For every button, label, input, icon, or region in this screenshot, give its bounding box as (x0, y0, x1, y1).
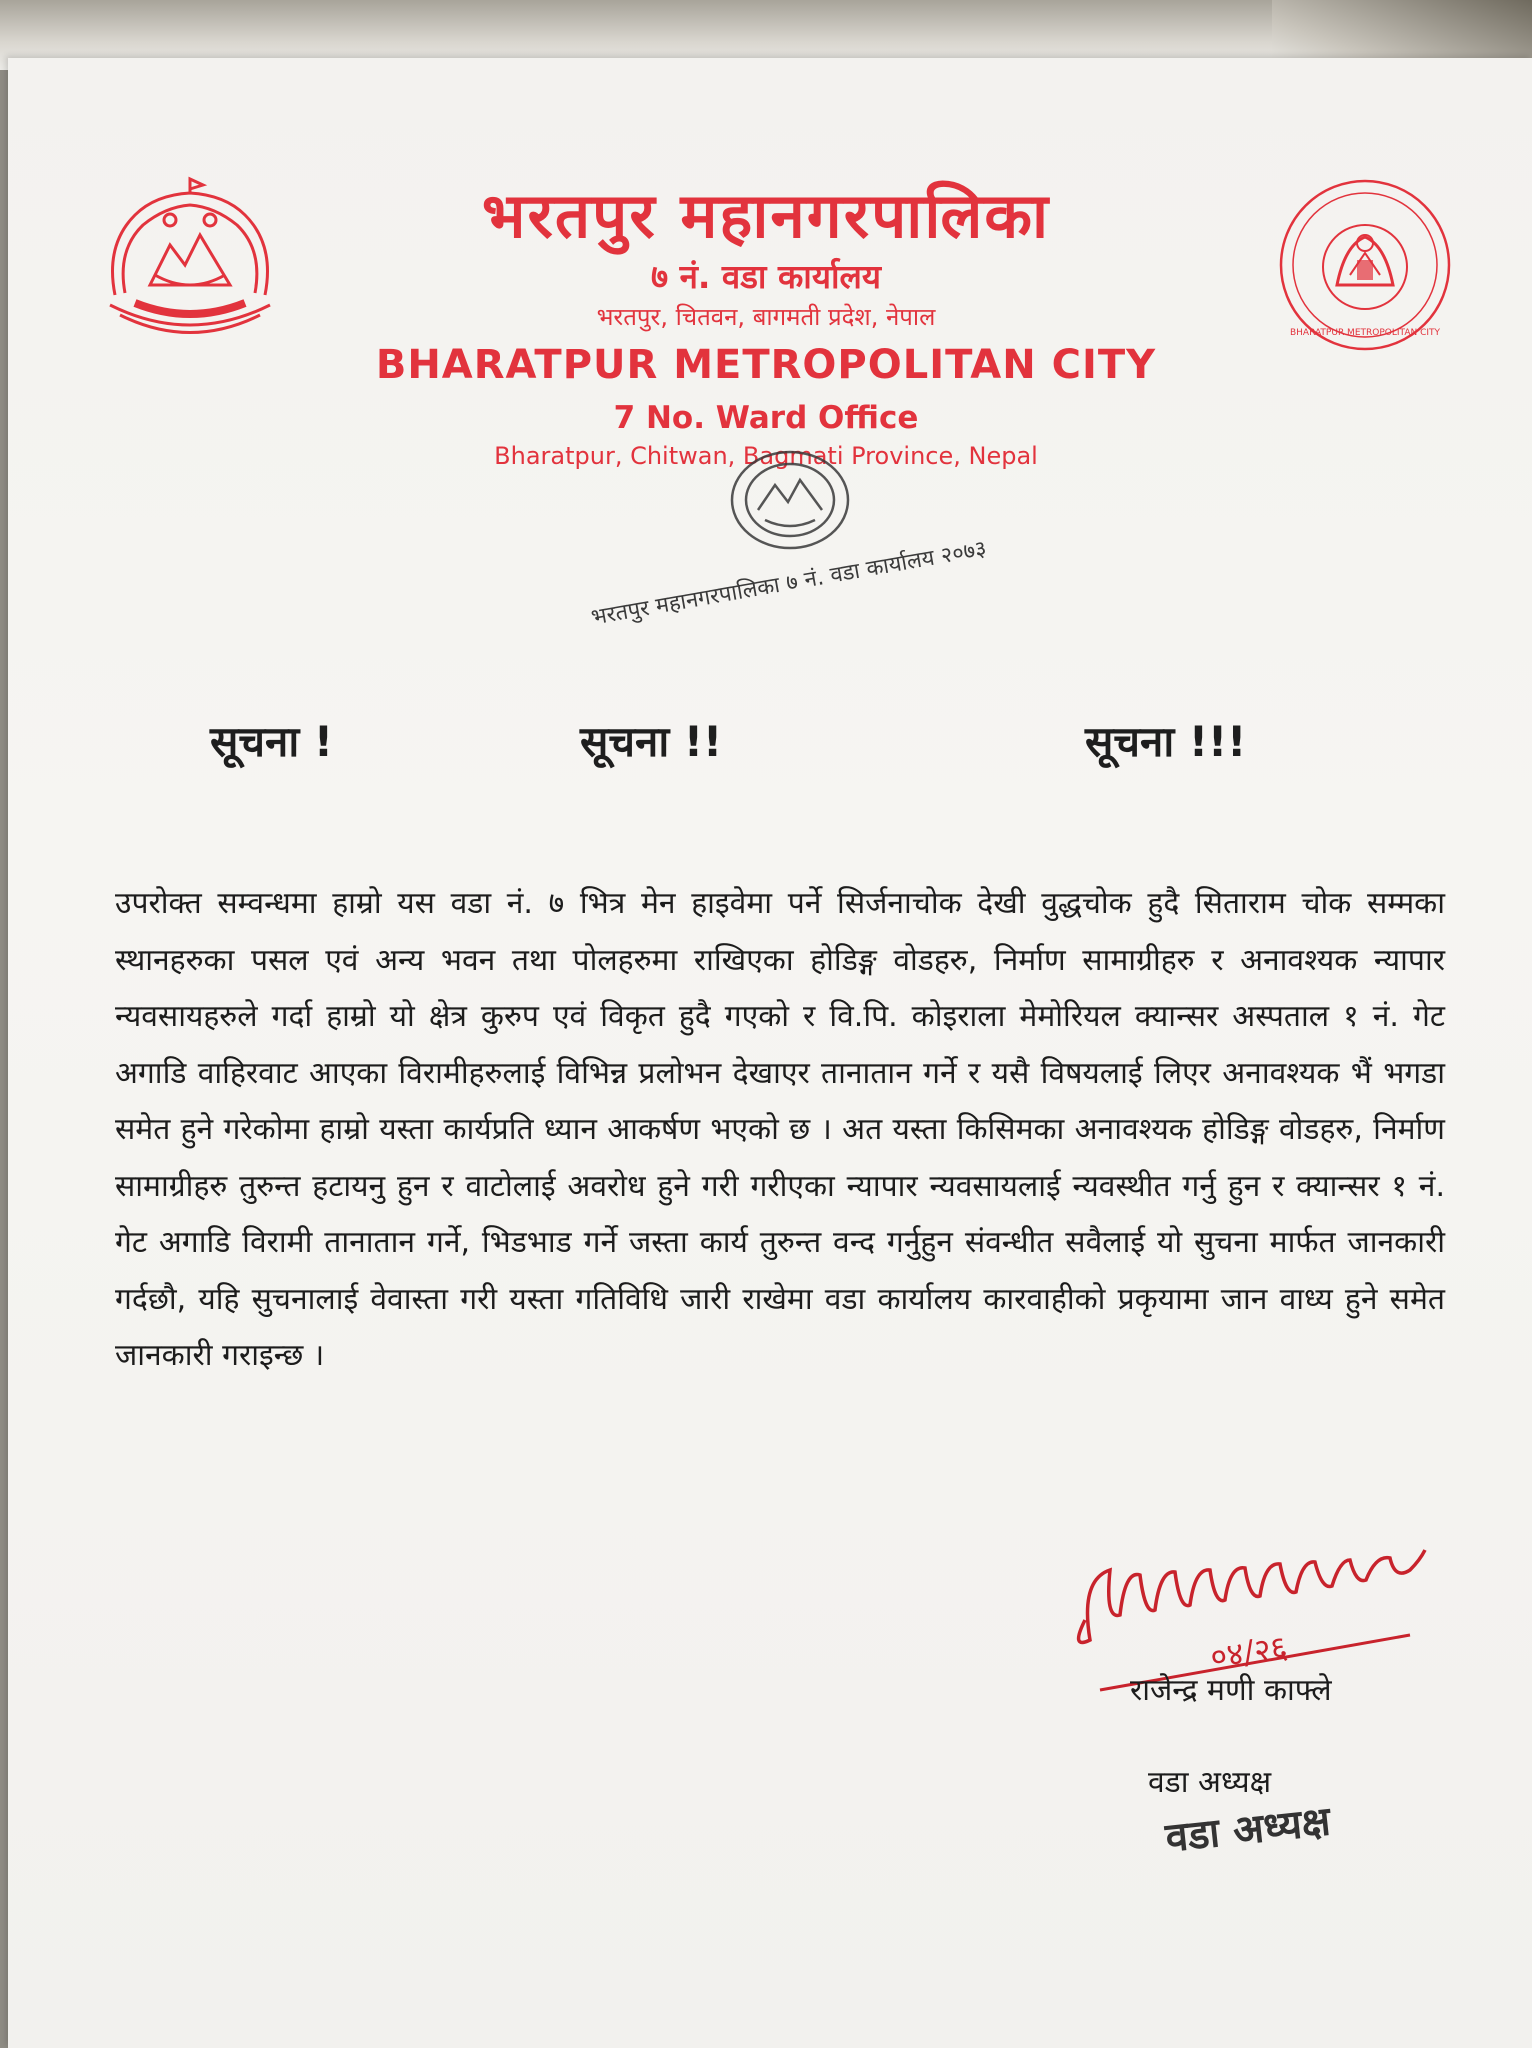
notice-heading-3: सूचना !!! (1085, 717, 1247, 766)
notice-heading-2: सूचना !! (580, 717, 723, 766)
letterhead-np-ward: ७ नं. वडा कार्यालय (650, 257, 882, 296)
seal-text: भरतपुर महानगरपालिका ७ नं. वडा कार्यालय २०७३ (589, 536, 989, 631)
letterhead-en-address: Bharatpur, Chitwan, Bagmati Province, Nepal (494, 442, 1038, 470)
letterhead-np-address: भरतपुर, चितवन, बागमती प्रदेश, नेपाल (596, 303, 936, 331)
letterhead-en-ward: 7 No. Ward Office (613, 400, 919, 436)
signer-name: राजेन्द्र मणी काफ्ले (1130, 1673, 1332, 1708)
signer-title: वडा अध्यक्ष (1148, 1765, 1272, 1800)
notice-heading-1: सूचना ! (210, 717, 334, 766)
letterhead-en-title: BHARATPUR METROPOLITAN CITY (375, 342, 1157, 388)
right-logo-text: BHARATPUR METROPOLITAN CITY (1289, 328, 1441, 338)
letterhead-np-title: भरतपुर महानगरपालिका (481, 179, 1051, 252)
signature-date: ०४/२६ (1207, 1627, 1290, 1677)
title-stamp: वडा अध्यक्ष (1163, 1798, 1333, 1862)
notice-body: उपरोक्त सम्वन्धमा हाम्रो यस वडा नं. ७ भित्र मेन हाइवेमा पर्ने सिर्जनाचोक देखी वुद्धचोक हुदै सिताराम चोक सम्मका स्थानहरुका पसल एवं अन्य भवन तथा पोलहरुमा राखिएका होडिङ्ग वोडहरु, निर्माण सामाग्रीहरु र अनावश्यक न्यापार न्यवसायहरुले गर्दा हाम्रो यो क्षेत्र कुरुप एवं विकृत हुदै गएको र वि.पि. कोइराला मेमोरियल क्यान्सर अस्पताल १ नं. गेट अगाडि वाहिरवाट आएका विरामीहरुलाई विभिन्न प्रलोभन देखाएर तानातान गर्ने र यसै विषयलाई लिएर अनावश्यक भैं भगडा समेत हुने गरेकोमा हाम्रो यस्ता कार्यप्रति ध्यान आकर्षण भएको छ । अत यस्ता किसिमका अनावश्यक होडिङ्ग वोडहरु, निर्माण सामाग्रीहरु तुरुन्त हटायनु हुन र वाटोलाई अवरोध हुने गरी गरीएका न्यापार न्यवसायलाई न्यवस्थीत गर्नु हुन र क्यान्सर १ नं. गेट अगाडि विरामी तानातान गर्ने, भिडभाड गर्ने जस्ता कार्य तुरुन्त वन्द गर्नुहुन संवन्धीत सवैलाई यो सुचना मार्फत जानकारी गर्दछौ, यहि सुचनालाई वेवास्ता गरी यस्ता गतिविधि जारी राखेमा वडा कार्यालय कारवाहीको प्रकृयामा जान वाध्य हुने समेत जानकारी गराइन्छ । (115, 886, 1445, 1373)
